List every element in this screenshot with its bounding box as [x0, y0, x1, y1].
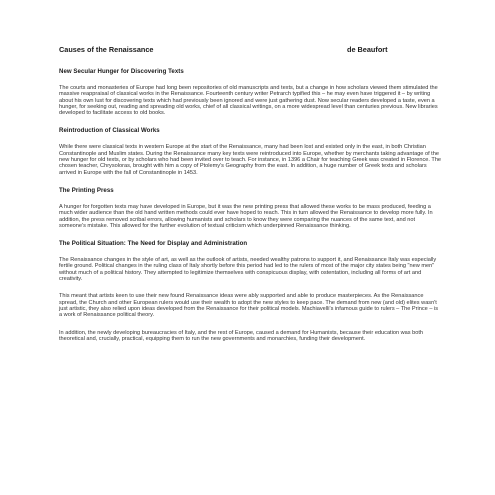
document-title: Causes of the Renaissance: [59, 45, 154, 54]
section-heading-classical-works: Reintroduction of Classical Works: [59, 127, 160, 135]
section-heading-political-situation: The Political Situation: The Need for Display and Administration: [59, 240, 248, 248]
document-body: [59, 68, 442, 353]
document-author: de Beaufort: [347, 45, 388, 54]
section-paragraph: While there were classical texts in western Europe at the start of the Renaissance, many had been lost and existed only in the east, in both Christian Constantinople and Muslim states. During the Renaissance many key texts were reintroduced into Europe, whether by merchants taking advantage of the new hunger for old texts, or by scholars who had been invited over to teach. For instance, in 1396 a Chair for teaching Greek was created in Florence. The chosen teacher, Chrysoloras, brought with him a copy of Ptolemy's Geography from the east. In addition, a huge number of Greek texts and scholars arrived in Europe with the fall of Constantinople in 1453.: [59, 144, 442, 176]
section-paragraph: The Renaissance changes in the style of art, as well as the outlook of artists, needed wealthy patrons to support it, and Renaissance Italy was especially fertile ground. Political changes in the ruling class of Italy shortly before this period had led to the rulers of most of the major city states being "new men" without much of a political history. They attempted to legitimize themselves with conspicuous display, with ostentation, including all forms of art and creativity.: [59, 257, 437, 283]
section-paragraph: This meant that artists keen to use their new found Renaissance ideas were ably supported and able to produce masterpieces. As the Renaissance spread, the Church and other European rulers would use their wealth to adopt the new styles to keep pace. The demand from new (and old) elites wasn't just artistic, they also relied upon ideas developed from the Renaissance for their political models. Machiavelli's infamous guide to rulers – The Prince – is a work of Renaissance political theory.: [59, 293, 439, 319]
section-paragraph: In addition, the newly developing bureaucracies of Italy, and the rest of Europe, caused a demand for Humanists, because their education was both theoretical and, crucially, practical, equipping them to run the new governments and monarchies, funding their development.: [59, 329, 424, 342]
section-paragraph: A hunger for forgotten texts may have developed in Europe, but it was the new printing press that allowed these works to be mass produced, feeding a much wider audience than the old hand written methods could ever have hoped to reach. This in turn allowed the Renaissance to develop more fully. In addition, the press removed scribal errors, allowing humanists and scholars to know they were comparing the nuances of the same text, and not someone's mistake. This allowed for the further evolution of textual criticism which underpinned Renaissance thinking.: [59, 203, 433, 229]
section-heading-printing-press: The Printing Press: [59, 186, 114, 194]
section-heading-secular-hunger: New Secular Hunger for Discovering Texts: [59, 68, 184, 75]
document-header: [0, 45, 495, 57]
section-paragraph: The courts and monasteries of Europe had long been repositories of old manuscripts and texts, but a change in how scholars viewed them stimulated the massive reappraisal of classical works in the Renaissance. Fourteenth century writer Petrarch typified this – he may even have triggered it – by writing about his own lust for discovering texts which had previously been ignored and were just gathering dust. Now secular readers developed a taste, even a hunger, for seeking out, reading and spreading old works, chief of all classical writings, on a more widespread level than centuries previous. New libraries developed to facilitate access to old books.: [59, 85, 438, 117]
